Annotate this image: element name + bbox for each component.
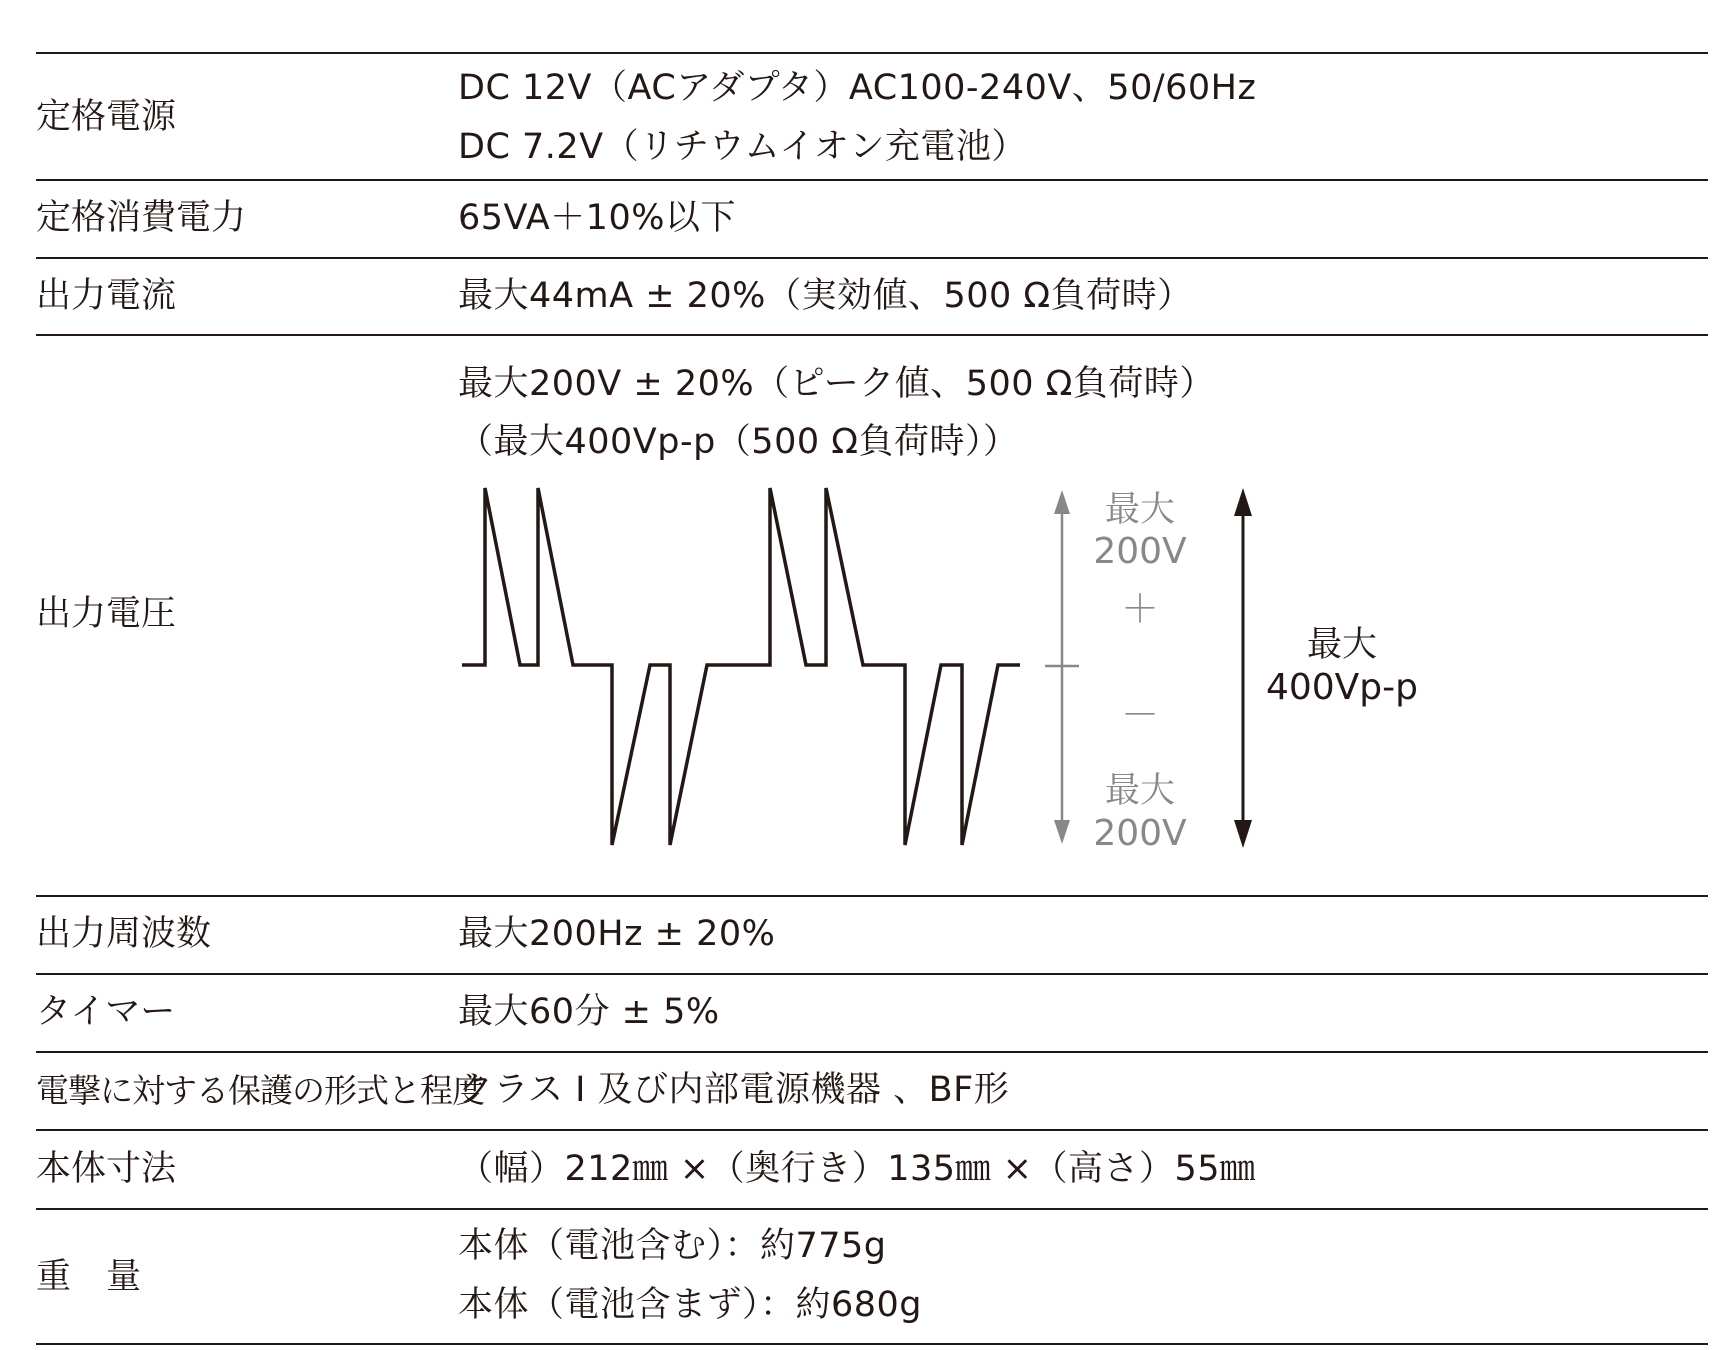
minus-sign: －	[1120, 693, 1160, 737]
row-value-output-voltage-1: 最大200V ± 20%（ピーク値、500 Ω負荷時）	[458, 364, 1215, 404]
row-label-rated-power-supply: 定格電源	[36, 97, 177, 137]
row-value-dimensions: （幅）212㎜ ×（奥行き）135㎜ ×（高さ）55㎜	[458, 1149, 1256, 1189]
positive-value-label: 200V	[1093, 531, 1187, 572]
row-value-output-voltage-2: （最大400Vp-p（500 Ω負荷時））	[458, 422, 1019, 462]
positive-max-label: 最大	[1104, 490, 1176, 530]
row-label-rated-consumption: 定格消費電力	[36, 198, 247, 238]
row-value-rated-power-supply-2: DC 7.2V（リチウムイオン充電池）	[458, 127, 1027, 167]
row-label-output-current: 出力電流	[36, 276, 177, 316]
row-label-dimensions: 本体寸法	[36, 1149, 177, 1189]
peak-to-peak-value-label: 400Vp-p	[1265, 667, 1419, 708]
row-value-shock-protection: クラス Ⅰ 及び内部電源機器 、BF形	[458, 1070, 1010, 1110]
row-label-output-frequency: 出力周波数	[36, 914, 212, 954]
polarity-arrow	[1045, 490, 1079, 844]
negative-value-label: 200V	[1093, 813, 1187, 854]
waveform-line	[462, 488, 1020, 845]
row-value-timer: 最大60分 ± 5%	[458, 992, 720, 1032]
row-value-output-frequency: 最大200Hz ± 20%	[458, 914, 776, 954]
row-value-rated-power-supply-1: DC 12V（ACアダプタ）AC100-240V、50/60Hz	[458, 68, 1257, 108]
row-value-weight-2: 本体（電池含まず）：約680g	[458, 1285, 923, 1325]
row-value-output-current: 最大44mA ± 20%（実効値、500 Ω負荷時）	[458, 276, 1193, 316]
row-label-timer: タイマー	[36, 992, 176, 1032]
peak-to-peak-max-label: 最大	[1306, 625, 1378, 665]
row-label-weight: 重 量	[36, 1257, 142, 1297]
row-value-rated-consumption: 65VA＋10%以下	[458, 198, 736, 238]
negative-max-label: 最大	[1104, 771, 1176, 811]
row-label-shock-protection: 電撃に対する保護の形式と程度	[36, 1071, 484, 1110]
peak-to-peak-arrow	[1234, 488, 1252, 848]
plus-sign: ＋	[1120, 587, 1160, 631]
row-value-weight-1: 本体（電池含む）：約775g	[458, 1226, 887, 1266]
row-label-output-voltage: 出力電圧	[36, 594, 177, 634]
